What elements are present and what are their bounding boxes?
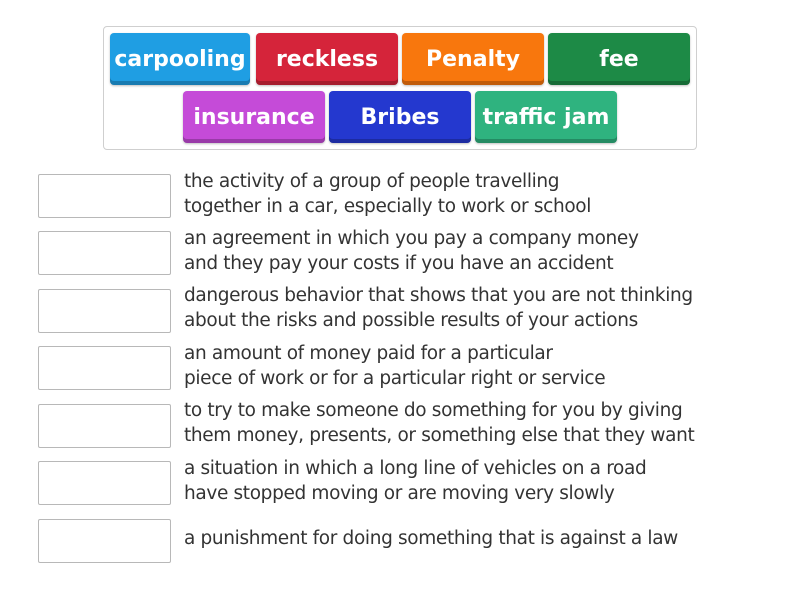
answer-drop-box-7[interactable] (38, 519, 171, 563)
word-bank (103, 26, 697, 150)
answer-drop-box-3[interactable] (38, 289, 171, 333)
answer-drop-box-5[interactable] (38, 404, 171, 448)
word-tile-fee[interactable]: fee (548, 33, 690, 85)
definition-text-5: to try to make someone do something for you by giving them money, presents, or something else that they want (184, 400, 695, 446)
answer-drop-box-4[interactable] (38, 346, 171, 390)
word-tile-carpooling[interactable]: carpooling (110, 33, 250, 85)
definition-text-3: dangerous behavior that shows that you are not thinking about the risks and possible results of your actions (184, 285, 693, 331)
word-tile-reckless[interactable]: reckless (256, 33, 398, 85)
word-tile-penalty[interactable]: Penalty (402, 33, 544, 85)
definition-text-4: an amount of money paid for a particular piece of work or for a particular right or service (184, 343, 606, 389)
answer-drop-box-6[interactable] (38, 461, 171, 505)
word-tile-traffic-jam[interactable]: traffic jam (475, 91, 617, 143)
definition-text-7: a punishment for doing something that is against a law (184, 528, 678, 549)
definition-text-2: an agreement in which you pay a company money and they pay your costs if you have an accident (184, 228, 639, 274)
answer-drop-box-2[interactable] (38, 231, 171, 275)
definition-text-1: the activity of a group of people travelling together in a car, especially to work or school (184, 171, 592, 217)
word-tile-bribes[interactable]: Bribes (329, 91, 471, 143)
word-tile-insurance[interactable]: insurance (183, 91, 325, 143)
definition-text-6: a situation in which a long line of vehicles on a road have stopped moving or are moving very slowly (184, 458, 647, 504)
answer-drop-box-1[interactable] (38, 174, 171, 218)
